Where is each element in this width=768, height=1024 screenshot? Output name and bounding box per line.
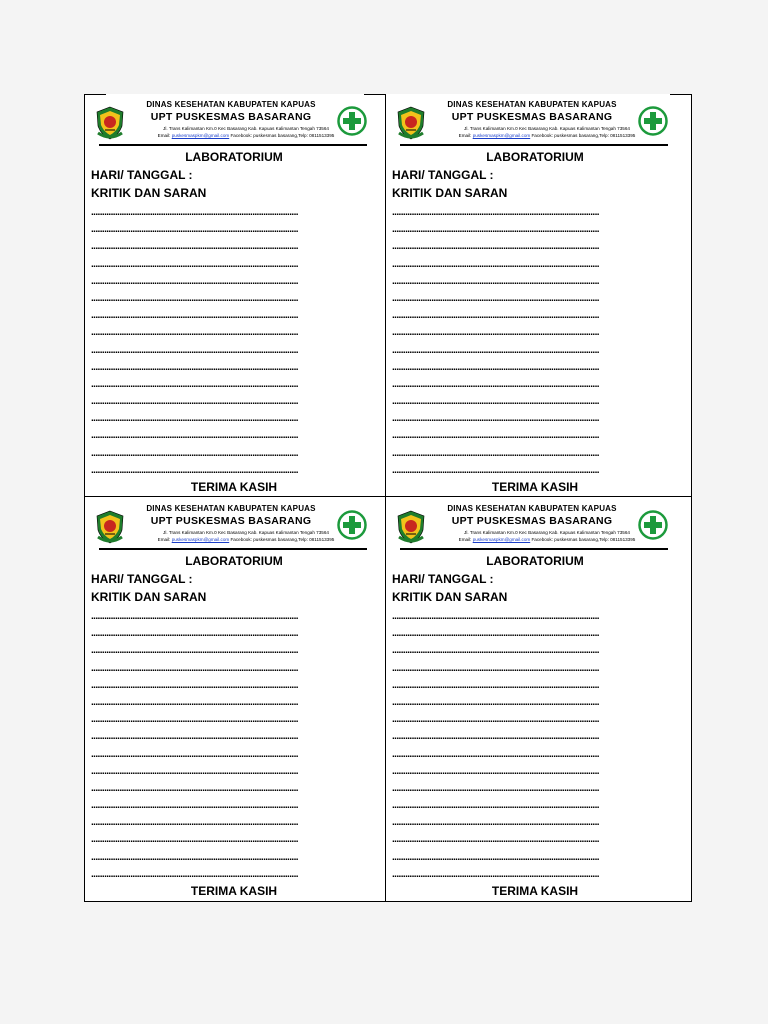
dotted-line: ...............................................................................................: [91, 378, 298, 390]
dotted-line: ...............................................................................................: [392, 800, 599, 812]
dotted-line: ...............................................................................................: [91, 765, 298, 777]
letterhead-rule: [400, 144, 668, 146]
department-title: LABORATORIUM: [486, 150, 584, 164]
contact-line: [131, 133, 361, 138]
dotted-line: ...............................................................................................: [91, 361, 298, 373]
feedback-card: [386, 94, 684, 496]
dotted-line: ...............................................................................................: [91, 275, 298, 287]
dotted-line: ...............................................................................................: [91, 292, 298, 304]
dotted-line: ...............................................................................................: [91, 628, 298, 640]
dotted-line: ...............................................................................................: [392, 275, 599, 287]
dotted-line: ...............................................................................................: [91, 731, 298, 743]
dotted-line: ...............................................................................................: [91, 241, 298, 253]
feedback-writing-area[interactable]: [91, 608, 377, 883]
dotted-line: ...............................................................................................: [392, 327, 599, 339]
feedback-card: [85, 498, 383, 900]
contact-suffix: Facebook: puskesmas basarang,Telp: 0811513395: [531, 133, 636, 138]
agency-name: DINAS KESEHATAN KABUPATEN KAPUAS: [146, 100, 316, 109]
dotted-line: ...............................................................................................: [392, 731, 599, 743]
feedback-writing-area[interactable]: [392, 204, 678, 479]
dotted-line: ...............................................................................................: [91, 800, 298, 812]
dotted-line: ...............................................................................................: [392, 413, 599, 425]
dotted-line: ...............................................................................................: [392, 851, 599, 863]
contact-prefix: Email:: [157, 537, 171, 542]
dotted-line: ...............................................................................................: [392, 344, 599, 356]
cut-line-horizontal: [84, 496, 692, 497]
dotted-line: ...............................................................................................: [392, 628, 599, 640]
feedback-label: KRITIK DAN SARAN: [91, 590, 207, 604]
dotted-line: ...............................................................................................: [91, 464, 298, 476]
dotted-line: ...............................................................................................: [392, 817, 599, 829]
feedback-writing-area[interactable]: [91, 204, 377, 479]
letterhead-rule: [99, 548, 367, 550]
sheet-border-bottom: [84, 901, 692, 902]
closing-text: TERIMA KASIH: [491, 480, 579, 494]
dotted-line: ...............................................................................................: [392, 258, 599, 270]
dotted-line: ...............................................................................................: [91, 834, 298, 846]
dotted-line: ...............................................................................................: [91, 851, 298, 863]
dotted-line: ...............................................................................................: [392, 645, 599, 657]
contact-suffix: Facebook: puskesmas basarang,Telp: 0811513395: [230, 537, 335, 542]
letterhead: [392, 502, 678, 552]
agency-name: DINAS KESEHATAN KABUPATEN KAPUAS: [447, 504, 617, 513]
contact-line: [432, 133, 662, 138]
dotted-line: ...............................................................................................: [91, 396, 298, 408]
date-label[interactable]: HARI/ TANGGAL :: [392, 572, 494, 586]
contact-prefix: Email:: [458, 537, 472, 542]
contact-line: [432, 537, 662, 542]
contact-line: [131, 537, 361, 542]
feedback-label: KRITIK DAN SARAN: [91, 186, 207, 200]
dotted-line: ...............................................................................................: [392, 430, 599, 442]
dotted-line: ...............................................................................................: [392, 241, 599, 253]
email-link[interactable]: puskesmaspkm@gmail.com: [171, 537, 230, 542]
contact-suffix: Facebook: puskesmas basarang,Telp: 0811513395: [531, 537, 636, 542]
feedback-writing-area[interactable]: [392, 608, 678, 883]
contact-suffix: Facebook: puskesmas basarang,Telp: 0811513395: [230, 133, 335, 138]
dotted-line: ...............................................................................................: [91, 696, 298, 708]
dotted-line: ...............................................................................................: [91, 430, 298, 442]
sheet-border-right: [691, 94, 692, 902]
dotted-line: ...............................................................................................: [91, 679, 298, 691]
date-label[interactable]: HARI/ TANGGAL :: [91, 572, 193, 586]
dotted-line: ...............................................................................................: [91, 447, 298, 459]
dotted-line: ...............................................................................................: [392, 696, 599, 708]
dotted-line: ...............................................................................................: [91, 310, 298, 322]
health-cross-logo-icon: [337, 510, 367, 540]
feedback-card: [85, 94, 383, 496]
dotted-line: ...............................................................................................: [392, 765, 599, 777]
letterhead: [91, 98, 377, 148]
date-label[interactable]: HARI/ TANGGAL :: [392, 168, 494, 182]
dotted-line: ...............................................................................................: [91, 207, 298, 218]
date-label[interactable]: HARI/ TANGGAL :: [91, 168, 193, 182]
closing-text: TERIMA KASIH: [190, 480, 278, 494]
email-link[interactable]: puskesmaspkm@gmail.com: [171, 133, 230, 138]
address-line: Jl. Trans Kalimantan Km.0 Kec Basarang Kab. Kapuas Kalimantan Tengah 73564: [163, 530, 329, 535]
email-link[interactable]: puskesmaspkm@gmail.com: [472, 133, 531, 138]
dotted-line: ...............................................................................................: [392, 378, 599, 390]
closing-text: TERIMA KASIH: [491, 884, 579, 898]
dotted-line: ...............................................................................................: [392, 714, 599, 726]
dotted-line: ...............................................................................................: [91, 413, 298, 425]
dotted-line: ...............................................................................................: [91, 645, 298, 657]
dotted-line: ...............................................................................................: [392, 447, 599, 459]
dotted-line: ...............................................................................................: [91, 714, 298, 726]
address-line: Jl. Trans Kalimantan Km.0 Kec Basarang Kab. Kapuas Kalimantan Tengah 73564: [464, 530, 630, 535]
dotted-line: ...............................................................................................: [91, 662, 298, 674]
facility-name: UPT PUSKESMAS BASARANG: [150, 111, 312, 123]
dotted-line: ...............................................................................................: [91, 258, 298, 270]
dotted-line: ...............................................................................................: [91, 748, 298, 760]
facility-name: UPT PUSKESMAS BASARANG: [451, 515, 613, 527]
letterhead: [392, 98, 678, 148]
agency-name: DINAS KESEHATAN KABUPATEN KAPUAS: [447, 100, 617, 109]
dotted-line: ...............................................................................................: [91, 611, 298, 622]
facility-name: UPT PUSKESMAS BASARANG: [451, 111, 613, 123]
dotted-line: ...............................................................................................: [392, 224, 599, 236]
dotted-line: ...............................................................................................: [91, 344, 298, 356]
department-title: LABORATORIUM: [486, 554, 584, 568]
health-cross-logo-icon: [638, 510, 668, 540]
dotted-line: ...............................................................................................: [91, 782, 298, 794]
dotted-line: ...............................................................................................: [91, 327, 298, 339]
dotted-line: ...............................................................................................: [91, 224, 298, 236]
dotted-line: ...............................................................................................: [392, 464, 599, 476]
department-title: LABORATORIUM: [185, 554, 283, 568]
email-link[interactable]: puskesmaspkm@gmail.com: [472, 537, 531, 542]
letterhead-rule: [99, 144, 367, 146]
contact-prefix: Email:: [458, 133, 472, 138]
dotted-line: ...............................................................................................: [392, 782, 599, 794]
letterhead-rule: [400, 548, 668, 550]
address-line: Jl. Trans Kalimantan Km.0 Kec Basarang Kab. Kapuas Kalimantan Tengah 73564: [163, 126, 329, 131]
dotted-line: ...............................................................................................: [392, 834, 599, 846]
health-cross-logo-icon: [638, 106, 668, 136]
contact-prefix: Email:: [157, 133, 171, 138]
dotted-line: ...............................................................................................: [392, 662, 599, 674]
feedback-label: KRITIK DAN SARAN: [392, 590, 508, 604]
dotted-line: ...............................................................................................: [392, 361, 599, 373]
dotted-line: ...............................................................................................: [392, 679, 599, 691]
letterhead: [91, 502, 377, 552]
department-title: LABORATORIUM: [185, 150, 283, 164]
dotted-line: ...............................................................................................: [91, 817, 298, 829]
agency-name: DINAS KESEHATAN KABUPATEN KAPUAS: [146, 504, 316, 513]
address-line: Jl. Trans Kalimantan Km.0 Kec Basarang Kab. Kapuas Kalimantan Tengah 73564: [464, 126, 630, 131]
dotted-line: ...............................................................................................: [91, 868, 298, 880]
health-cross-logo-icon: [337, 106, 367, 136]
facility-name: UPT PUSKESMAS BASARANG: [150, 515, 312, 527]
dotted-line: ...............................................................................................: [392, 868, 599, 880]
dotted-line: ...............................................................................................: [392, 396, 599, 408]
dotted-line: ...............................................................................................: [392, 207, 599, 218]
dotted-line: ...............................................................................................: [392, 611, 599, 622]
feedback-card: [386, 498, 684, 900]
dotted-line: ...............................................................................................: [392, 292, 599, 304]
dotted-line: ...............................................................................................: [392, 748, 599, 760]
feedback-label: KRITIK DAN SARAN: [392, 186, 508, 200]
dotted-line: ...............................................................................................: [392, 310, 599, 322]
closing-text: TERIMA KASIH: [190, 884, 278, 898]
